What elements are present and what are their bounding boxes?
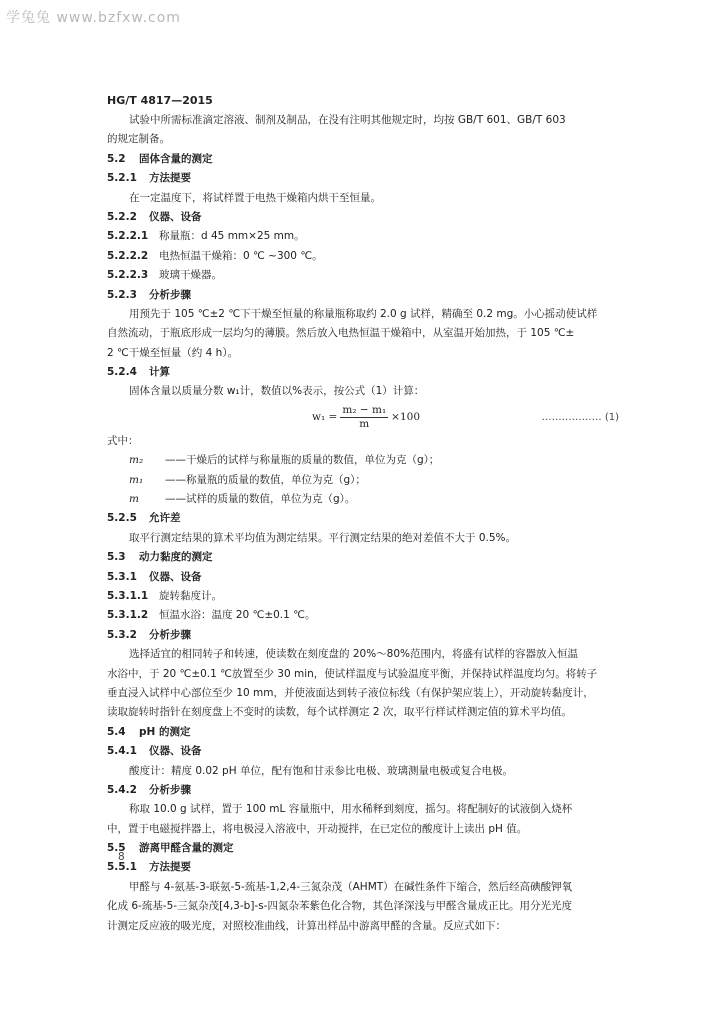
paragraph-line: 读取旋转时指针在刻度盘上不变时的读数，每个试样测定 2 次，取平行样试样测定值的算术平均值。 <box>107 706 572 719</box>
paragraph-line: 式中： <box>107 434 139 447</box>
section-heading-5-2-1: 5.2.1 方法提要 <box>107 172 191 185</box>
variable-definition: m₁ ——称量瓶的质量的数值，单位为克（g）； <box>129 473 366 486</box>
section-heading-5-2-3: 5.2.3 分析步骤 <box>107 288 191 301</box>
section-heading-5-2: 5.2 固体含量的测定 <box>107 152 213 165</box>
section-heading-5-5-1: 5.5.1 方法提要 <box>107 861 191 874</box>
paragraph-line: 用预先于 105 ℃±2 ℃下干燥至恒量的称量瓶称取约 2.0 g 试样，精确至 0.2 mg。小心摇动使试样 <box>129 307 598 320</box>
list-item: 5.3.1.1 旋转黏度计。 <box>107 589 222 602</box>
list-item: 5.2.2.1 称量瓶：d 45 mm×25 mm。 <box>107 230 305 243</box>
paragraph-line: 固体含量以质量分数 w₁计，数值以%表示，按公式（1）计算： <box>129 385 425 398</box>
document-body <box>107 111 619 936</box>
formula-denominator: m <box>359 417 370 430</box>
section-heading-5-5: 5.5 游离甲醛含量的测定 <box>107 842 234 855</box>
formula-lhs: w₁ = <box>312 410 338 423</box>
paragraph-line: 中，置于电磁搅拌器上，将电极浸入溶液中，开动搅拌，在已定位的酸度计上读出 pH 值。 <box>107 822 528 835</box>
section-heading-5-4-1: 5.4.1 仪器、设备 <box>107 745 202 758</box>
section-heading-5-3: 5.3 动力黏度的测定 <box>107 551 213 564</box>
paragraph-line: 酸度计：精度 0.02 pH 单位，配有饱和甘汞参比电极、玻璃测量电极或复合电极。 <box>129 764 513 777</box>
variable-definition: m₂ ——干燥后的试样与称量瓶的质量的数值，单位为克（g）； <box>129 454 440 467</box>
paragraph-line: 水浴中，于 20 ℃±0.1 ℃放置至少 30 min，使试样温度与试验温度平衡，并保持试样温度均匀。将转子 <box>107 667 598 680</box>
standard-number: HG/T 4817—2015 <box>107 94 213 107</box>
paragraph-line: 计测定反应液的吸光度，对照校准曲线，计算出样品中游离甲醛的含量。反应式如下： <box>107 919 506 932</box>
section-heading-5-2-4: 5.2.4 计算 <box>107 366 170 379</box>
section-heading-5-3-1: 5.3.1 仪器、设备 <box>107 570 202 583</box>
section-heading-5-2-2: 5.2.2 仪器、设备 <box>107 210 202 223</box>
watermark: 学兔兔 www.bzfxw.com <box>6 10 181 26</box>
list-item: 5.3.1.2 恒温水浴：温度 20 ℃±0.1 ℃。 <box>107 609 316 622</box>
paragraph-line: 试验中所需标准滴定溶液、制剂及制品，在没有注明其他规定时，均按 GB/T 601、GB/T 603 <box>129 114 566 126</box>
paragraph-line: 化成 6-巯基-5-三氮杂茂[4,3-b]-s-四氮杂苯紫色化合物，其色泽深浅与甲醛含量成正比。用分光光度 <box>107 900 572 913</box>
list-item: 5.2.2.2 电热恒温干燥箱：0 ℃ ~300 ℃。 <box>107 249 323 262</box>
formula-fraction <box>340 404 388 431</box>
formula-rhs: ×100 <box>391 410 420 423</box>
list-item: 5.2.2.3 玻璃干燥器。 <box>107 269 222 282</box>
section-heading-5-3-2: 5.3.2 分析步骤 <box>107 628 191 641</box>
section-heading-5-4: 5.4 pH 的测定 <box>107 725 191 738</box>
paragraph-line: 称取 10.0 g 试样，置于 100 mL 容量瓶中，用水稀释到刻度，摇匀。将配制好的试液倒入烧杯 <box>129 803 573 816</box>
paragraph-line: 自然流动，于瓶底形成一层均匀的薄膜。然后放入电热恒温干燥箱中，从室温开始加热，于 105 ℃± <box>107 327 575 340</box>
formula <box>107 402 619 432</box>
paragraph-line: 取平行测定结果的算术平均值为测定结果。平行测定结果的绝对差值不大于 0.5%。 <box>129 531 517 544</box>
paragraph-line: 甲醛与 4-氨基-3-联氨-5-巯基-1,2,4-三氮杂茂（AHMT）在碱性条件下缩合，然后经高碘酸钾氧 <box>129 880 573 893</box>
paragraph-line: 2 ℃干燥至恒量（约 4 h）。 <box>107 346 239 359</box>
section-heading-5-4-2: 5.4.2 分析步骤 <box>107 783 191 796</box>
formula-numerator: m₂ − m₁ <box>342 403 387 416</box>
section-heading-5-2-5: 5.2.5 允许差 <box>107 512 181 525</box>
page-number: 8 <box>118 851 125 863</box>
variable-definition: m ——试样的质量的数值，单位为克（g）。 <box>129 493 356 506</box>
equation-number: ……………… (1) <box>541 411 619 423</box>
paragraph-line: 在一定温度下，将试样置于电热干燥箱内烘干至恒量。 <box>129 191 381 204</box>
paragraph-line: 选择适宜的相同转子和转速，使读数在刻度盘的 20%～80%范围内，将盛有试样的容器放入恒温 <box>129 648 579 661</box>
paragraph-line: 的规定制备。 <box>107 133 170 146</box>
paragraph-line: 垂直浸入试样中心部位至少 10 mm，并使液面达到转子液位标线（有保护架应装上），开动旋转黏度计， <box>107 686 594 699</box>
